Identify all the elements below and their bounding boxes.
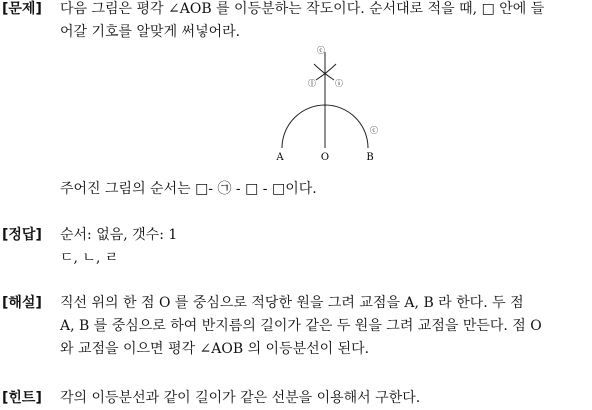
point-o: O	[320, 152, 330, 163]
problem-text	[60, 0, 590, 44]
mark-left: ⓛ	[308, 79, 316, 88]
construction-figure	[270, 42, 390, 166]
answer-line-2: ㄷ, ㄴ, ㄹ	[60, 250, 119, 266]
problem-order-line: 주어진 그림의 순서는 □- ㉠ - □ - □이다.	[60, 181, 317, 197]
point-b: B	[366, 152, 374, 163]
hint-label: [힌트]	[2, 390, 42, 406]
mark-top: ⓒ	[317, 46, 325, 55]
problem-line-2: 어갈 기호를 알맞게 써넣어라.	[60, 24, 241, 40]
problem-line-1: 다음 그림은 평각 ∠AOB 를 이등분하는 작도이다. 순서대로 적을 때, □ 안에 들	[60, 1, 545, 17]
mark-arc: ⓒ	[370, 126, 378, 135]
explanation-label: [해설]	[2, 295, 42, 311]
explanation-line-3: 와 교점을 이으면 평각 ∠AOB 의 이등분선이 된다.	[60, 341, 370, 357]
answer-line-1: 순서: 없음, 갯수: 1	[60, 227, 178, 243]
mark-right: ⓘ	[335, 79, 343, 88]
problem-label: [문제]	[2, 1, 42, 17]
answer-label: [정답]	[2, 227, 42, 243]
answer-text	[60, 224, 590, 270]
explanation-line-2: A, B 를 중심으로 하여 반지름의 길이가 같은 두 원을 그려 교점을 만든다. 점 O	[60, 318, 542, 334]
arc-from-a	[314, 64, 334, 80]
explanation-line-1: 직선 위의 한 점 O 를 중심으로 적당한 원을 그려 교점을 A, B 라 한다. 두 점	[60, 295, 524, 311]
point-a: A	[276, 152, 284, 163]
arc-from-b	[316, 64, 336, 80]
explanation-text	[60, 292, 590, 361]
hint-text: 각의 이등분선과 같이 길이가 같은 선분을 이용해서 구한다.	[60, 390, 421, 406]
